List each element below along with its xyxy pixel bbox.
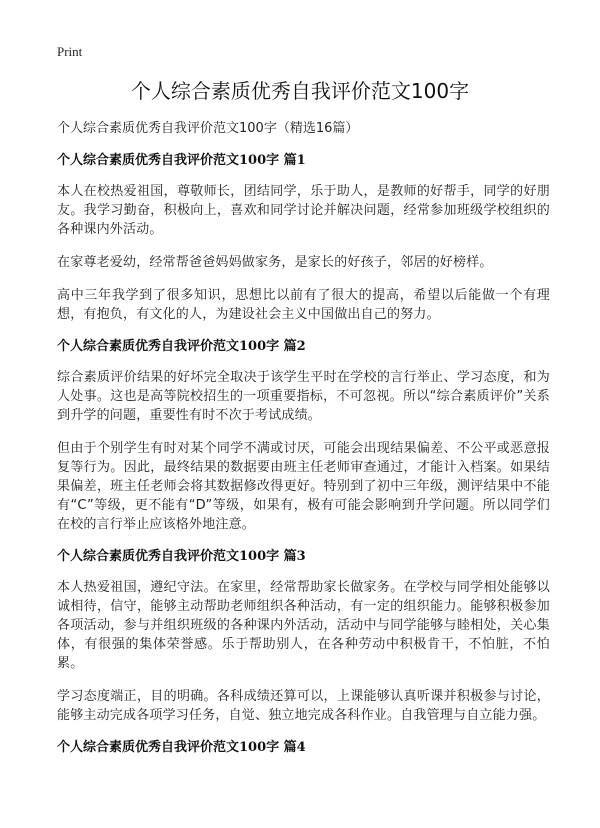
article-section-1 [57,152,550,324]
page-title: 个人综合素质优秀自我评价范文100字 [130,79,470,103]
document-body [57,119,550,769]
paragraph: 在家尊老爱幼，经常帮爸爸妈妈做家务，是家长的好孩子，邻居的好榜样。 [57,255,493,270]
paragraph: 学习态度端正，目的明确。各科成绩还算可以，上课能够认真听课并积极参与讨论，能够主动完成各项学习任务，自觉、独立地完成各科作业。自我管理与自立能力强。 [57,689,550,723]
print-link[interactable]: Print [57,44,83,59]
paragraph: 高中三年我学到了很多知识，思想比以前有了很大的提高，希望以后能做一个有理想，有抱负，有文化的人，为建设社会主义中国做出自己的努力。 [57,288,550,322]
section-heading: 个人综合素质优秀自我评价范文100字 篇3 [57,549,306,564]
article-section-3 [57,548,550,725]
section-heading: 个人综合素质优秀自我评价范文100字 篇1 [57,153,306,168]
document-subtitle: 个人综合素质优秀自我评价范文100字（精选16篇） [57,121,359,136]
article-section-4 [57,739,550,757]
section-heading: 个人综合素质优秀自我评价范文100字 篇4 [57,740,306,755]
article-section-2 [57,338,550,534]
paragraph: 本人热爱祖国，遵纪守法。在家里，经常帮助家长做家务。在学校与同学相处能够以诚相待，信守，能够主动帮助老师组织各种活动，有一定的组织能力。能够积极参加各项活动，参与并组织班级的各种课内外活动，活动中与同学能够与睦相处，关心集体，有很强的集体荣誉感。乐于帮助别人，在各种劳动中积极肯干，不怕脏，不怕累。 [57,580,550,671]
paragraph: 本人在校热爱祖国，尊敬师长，团结同学，乐于助人，是教师的好帮手，同学的好朋友。我学习勤奋，积极向上，喜欢和同学讨论并解决问题，经常参加班级学校组织的各种课内外活动。 [57,184,550,237]
section-heading: 个人综合素质优秀自我评价范文100字 篇2 [57,339,306,354]
paragraph: 但由于个别学生有时对某个同学不满或讨厌，可能会出现结果偏差、不公平或恶意报复等行为。因此，最终结果的数据要由班主任老师审查通过，才能计入档案。如果结果偏差，班主任老师会将其数据修改得更好。特别到了初中三年级，测评结果中不能有“C”等级，更不能有“D”等级，如果有，极有可能会影响到升学问题。所以同学们在校的言行举止应该格外地注意。 [57,441,550,532]
paragraph: 综合素质评价结果的好坏完全取决于该学生平时在学校的言行举止、学习态度，和为人处事。这也是高等院校招生的一项重要指标，不可忽视。所以“综合素质评价”关系到升学的问题，重要性有时不次于考试成绩。 [57,370,550,423]
